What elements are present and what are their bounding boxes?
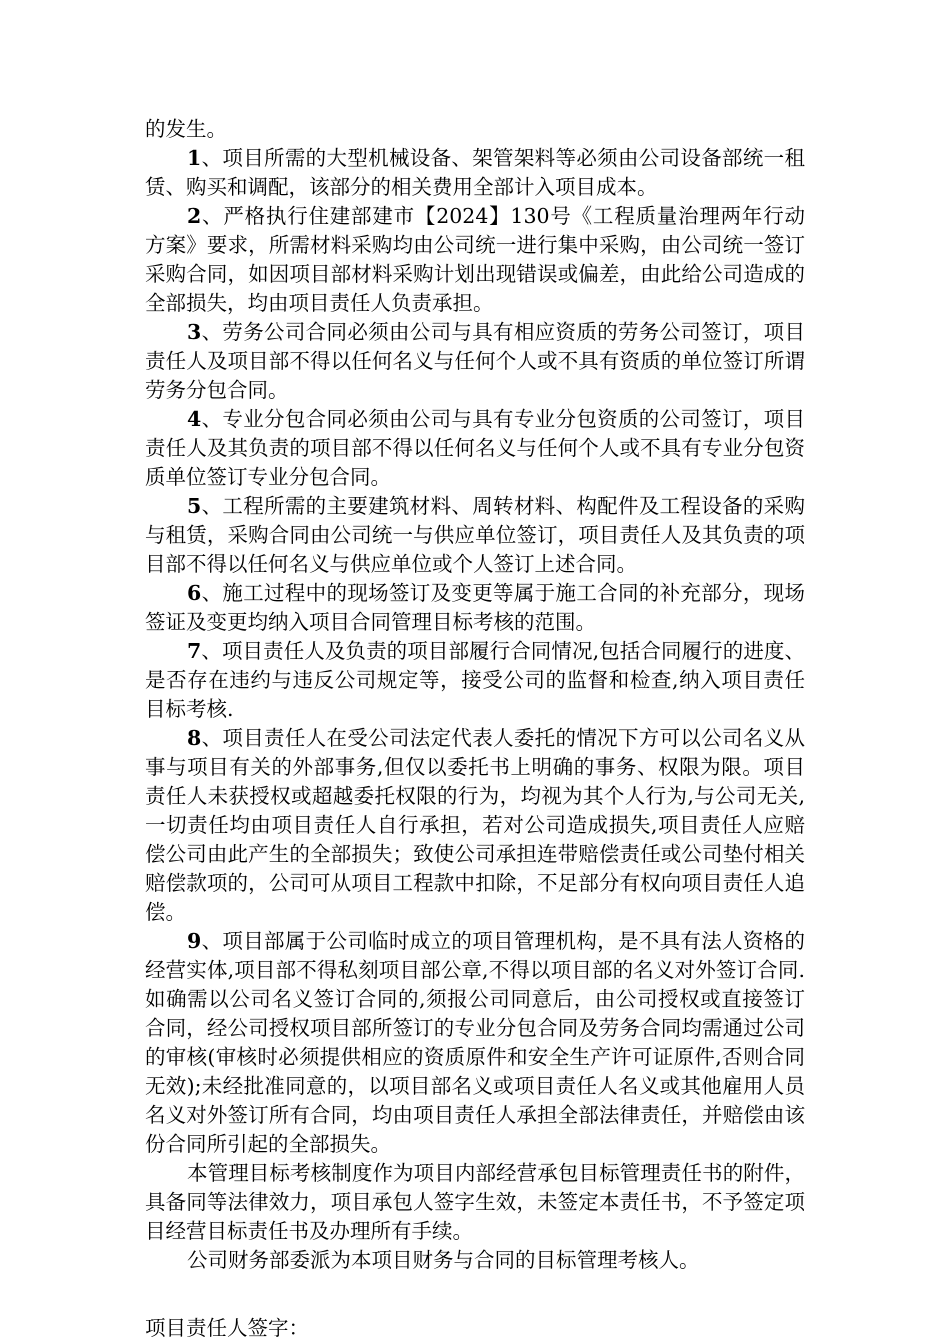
clause-5: [145, 492, 805, 579]
clause-number: 2: [187, 204, 202, 228]
clause-text: 、项目部属于公司临时成立的项目管理机构，是不具有法人资格的经营实体,项目部不得私刻项目部公章,不得以项目部的名义对外签订合同.如确需以公司名义签订合同的,须报公司同意后，由公司授权或直接签订合同，经公司授权项目部所签订的专业分包合同及劳务合同均需通过公司的审核(审核时必须提供相应的资质原件和安全生产许可证原件,否则合同无效);未经批准同意的，以项目部名义或项目责任人名义或其他雇用人员名义对外签订所有合同，均由项目责任人承担全部法律责任，并赔偿由该份合同所引起的全部损失。: [145, 929, 805, 1156]
clause-text: 、专业分包合同必须由公司与具有专业分包资质的公司签订，项目责任人及其负责的项目部不得以任何名义与任何个人或不具有专业分包资质单位签订专业分包合同。: [145, 407, 805, 489]
blank-line: [145, 1275, 805, 1304]
clause-text: 、项目责任人及负责的项目部履行合同情况,包括合同履行的进度、是否存在违约与违反公司规定等，接受公司的监督和检查,纳入项目责任目标考核.: [145, 639, 805, 721]
clause-9: [145, 927, 805, 1159]
clause-number: 7: [187, 639, 202, 663]
clause-text: 、工程所需的主要建筑材料、周转材料、构配件及工程设备的采购与租赁，采购合同由公司统一与供应单位签订，项目责任人及其负责的项目部不得以任何名义与供应单位或个人签订上述合同。: [145, 494, 805, 576]
clause-number: 8: [187, 726, 202, 750]
clause-text: 、劳务公司合同必须由公司与具有相应资质的劳务公司签订，项目责任人及项目部不得以任何名义与任何个人或不具有资质的单位签订所谓劳务分包合同。: [145, 320, 805, 402]
clause-text: 、施工过程中的现场签订及变更等属于施工合同的补充部分，现场签证及变更均纳入项目合同管理目标考核的范围。: [145, 581, 805, 634]
clause-6: [145, 579, 805, 637]
clause-4: [145, 405, 805, 492]
clause-number: 5: [187, 494, 202, 518]
clause-7: [145, 637, 805, 724]
clause-number: 4: [187, 407, 202, 431]
clause-text: 、项目责任人在受公司法定代表人委托的情况下方可以公司名义从事与项目有关的外部事务,但仅以委托书上明确的事务、权限为限。项目责任人未获授权或超越委托权限的行为，均视为其个人行为,与公司无关,一切责任均由项目责任人自行承担，若对公司造成损失,项目责任人应赔偿公司由此产生的全部损失；致使公司承担连带赔偿责任或公司垫付相关赔偿款项的，公司可从项目工程款中扣除，不足部分有权向项目责任人追偿。: [145, 726, 805, 924]
clause-number: 3: [187, 320, 202, 344]
clause-3: [145, 318, 805, 405]
clause-number: 1: [187, 146, 202, 170]
lead-fragment: 的发生。: [145, 117, 227, 141]
clause-number: 9: [187, 929, 202, 953]
clause-1: [145, 144, 805, 202]
clause-text: 、严格执行住建部建市【2024】130号《工程质量治理两年行动方案》要求，所需材料采购均由公司统一进行集中采购，由公司统一签订采购合同，如因项目部材料采购计划出现错误或偏差，由此给公司造成的全部损失，均由项目责任人负责承担。: [145, 204, 805, 315]
clause-8: [145, 724, 805, 927]
clause-text: 、项目所需的大型机械设备、架管架料等必须由公司设备部统一租赁、购买和调配，该部分的相关费用全部计入项目成本。: [145, 146, 805, 199]
closing-paragraph-attachment: 本管理目标考核制度作为项目内部经营承包目标管理责任书的附件，具备同等法律效力，项目承包人签字生效，未签定本责任书，不予签定项目经营目标责任书及办理所有手续。: [145, 1161, 805, 1243]
clause-number: 6: [187, 581, 202, 605]
signature-label: 项目责任人签字：: [145, 1316, 309, 1340]
closing-paragraph-finance: 公司财务部委派为本项目财务与合同的目标管理考核人。: [187, 1248, 700, 1272]
document-page: [145, 115, 805, 1343]
clause-2: [145, 202, 805, 318]
